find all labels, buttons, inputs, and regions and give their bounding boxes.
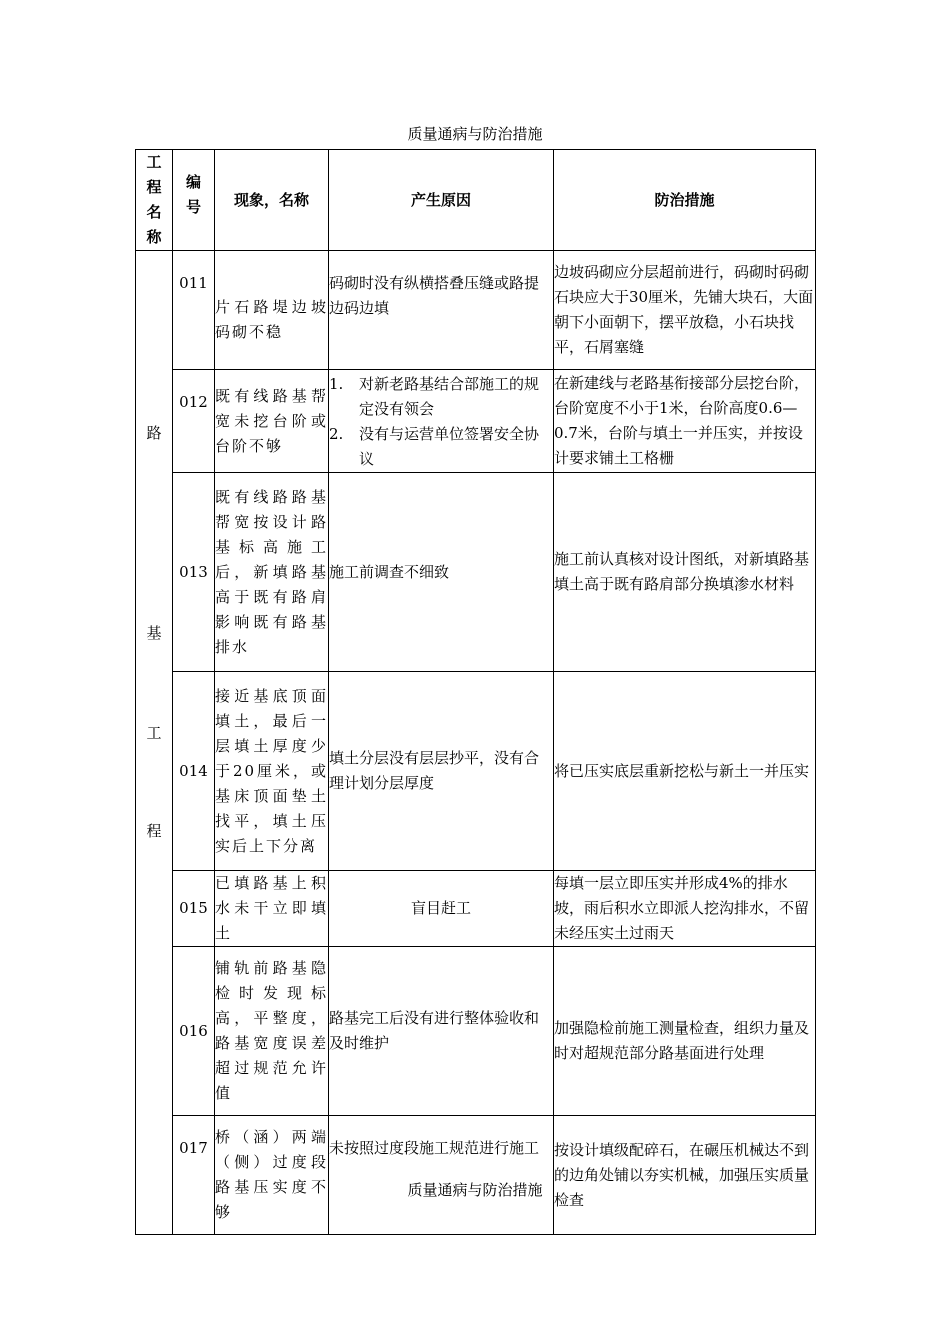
row-code: 011: [173, 251, 215, 370]
row-code: 016: [173, 947, 215, 1116]
row-cause: 码砌时没有纵横搭叠压缝或路提边码边填: [329, 251, 554, 370]
cause-item: 2. 没有与运营单位签署安全协议: [329, 425, 540, 468]
table-row: [136, 871, 816, 947]
row-measures: 按设计填级配碎石，在碾压机械达不到的边角处铺以夯实机械，加强压实质量检查: [554, 1116, 816, 1235]
project-name-char: 路: [146, 424, 162, 442]
row-cause: 施工前调查不细致: [329, 473, 554, 672]
row-measures: 将已压实底层重新挖松与新土一并压实: [554, 672, 816, 871]
table-row: [136, 473, 816, 672]
row-phenomenon: 既有线路路基帮宽按设计路基标高施工后，新填路基高于既有路肩影响既有路基排水: [215, 473, 329, 672]
header-measures: 防治措施: [554, 150, 816, 251]
row-cause: 未按照过度段施工规范进行施工: [329, 1116, 554, 1235]
header-cause: 产生原因: [329, 150, 554, 251]
row-phenomenon: 片石路堤边坡码砌不稳: [215, 251, 329, 370]
header-project-name: 工 程 名 称: [136, 150, 173, 251]
row-code: 015: [173, 871, 215, 947]
header-code: 编 号: [173, 150, 215, 251]
cause-item: 1. 对新老路基结合部施工的规定没有领会: [329, 375, 540, 418]
row-cause: 路基完工后没有进行整体验收和及时维护: [329, 947, 554, 1116]
table-row: [136, 370, 816, 473]
table-row: [136, 947, 816, 1116]
row-code: 014: [173, 672, 215, 871]
table-row: [136, 251, 816, 370]
row-phenomenon: 桥（涵）两端（侧）过度段路基压实度不够: [215, 1116, 329, 1235]
row-cause: 填土分层没有层层抄平，没有合理计划分层厚度: [329, 672, 554, 871]
table-row: [136, 672, 816, 871]
row-measures: 每填一层立即压实并形成4%的排水坡，雨后积水立即派人挖沟排水，不留未经压实土过雨天: [554, 871, 816, 947]
project-name-char: 基: [146, 624, 162, 642]
row-phenomenon: 既有线路基帮宽未挖台阶或台阶不够: [215, 370, 329, 473]
header-phenomenon: 现象，名称: [215, 150, 329, 251]
row-measures: 施工前认真核对设计图纸，对新填路基填土高于既有路肩部分换填渗水材料: [554, 473, 816, 672]
page-title-top: 质量通病与防治措施: [407, 125, 543, 143]
row-phenomenon: 已填路基上积水未干立即填土: [215, 871, 329, 947]
project-name-char: 程: [146, 822, 162, 840]
table-row: [136, 1116, 816, 1235]
project-name-cell: [136, 251, 173, 1235]
row-phenomenon: 铺轨前路基隐检时发现标高，平整度，路基宽度误差超过规范允许值: [215, 947, 329, 1116]
row-code: 017: [173, 1116, 215, 1235]
project-name-char: 工: [146, 724, 162, 742]
page-title-bottom: 质量通病与防治措施: [407, 1181, 543, 1199]
quality-defects-table: [135, 149, 816, 1235]
row-measures: 在新建线与老路基衔接部分层挖台阶，台阶宽度不小于1米，台阶高度0.6—0.7米，台阶与填土一并压实，并按设计要求铺土工格栅: [554, 370, 816, 473]
row-code: 013: [173, 473, 215, 672]
row-cause: 盲目赶工: [329, 871, 554, 947]
row-measures: 加强隐检前施工测量检查，组织力量及时对超规范部分路基面进行处理: [554, 947, 816, 1116]
row-code: 012: [173, 370, 215, 473]
row-phenomenon: 接近基底顶面填土，最后一层填土厚度少于20厘米，或基床顶面垫土找平，填土压实后上下分离: [215, 672, 329, 871]
table-header-row: [136, 150, 816, 251]
row-measures: 边坡码砌应分层超前进行，码砌时码砌石块应大于30厘米，先铺大块石，大面朝下小面朝下，摆平放稳，小石块找平，石屑塞缝: [554, 251, 816, 370]
row-cause: [329, 370, 554, 473]
